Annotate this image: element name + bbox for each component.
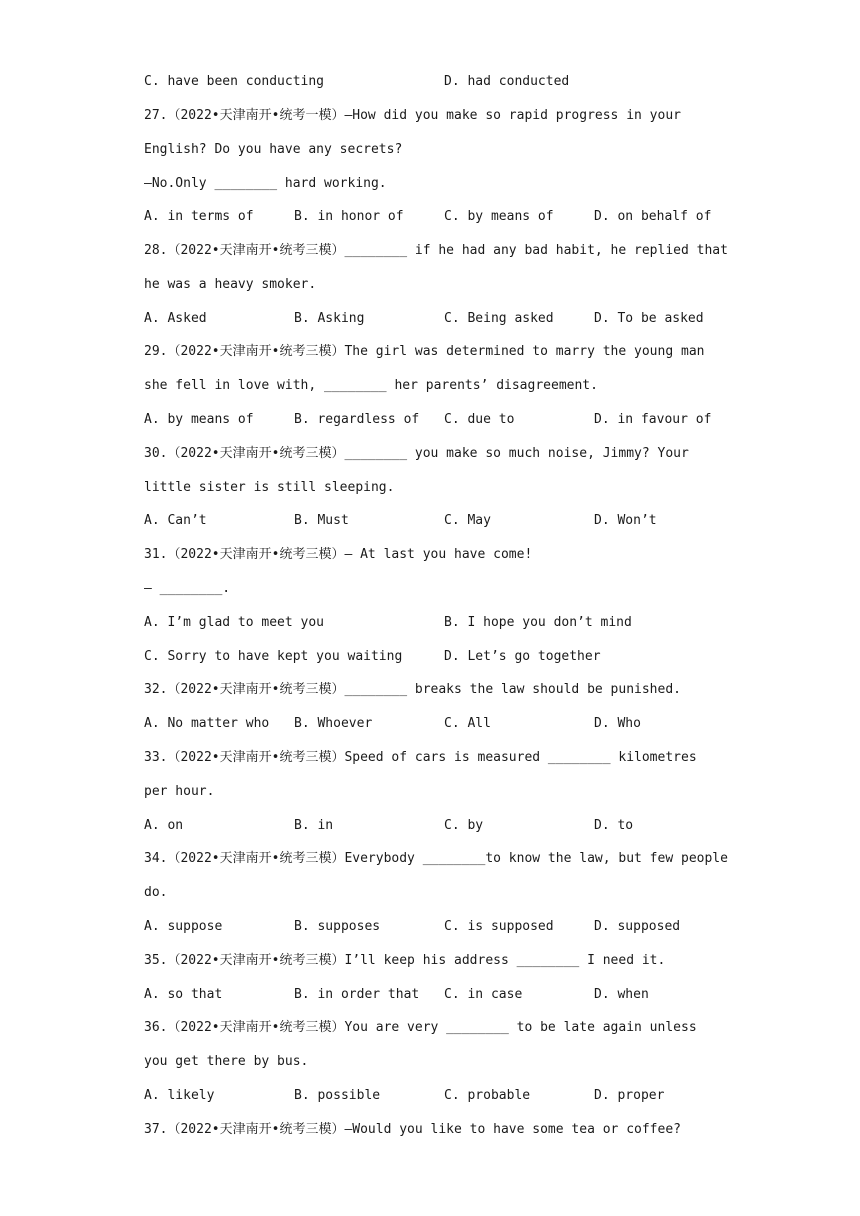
q33-option-a: A. on: [144, 818, 184, 833]
q27-stem-line-1: 27.（2022•天津南开•统考一模）—How did you make so rapid progress in your: [144, 108, 681, 123]
q35-option-b: B. in order that: [294, 987, 420, 1002]
q32-option-d: D. Who: [594, 716, 641, 731]
q29-options: [144, 411, 724, 429]
q29-option-a: A. by means of: [144, 412, 254, 427]
q26-option-d: D. had conducted: [444, 74, 570, 89]
q30-stem-line-2: little sister is still sleeping.: [144, 480, 395, 495]
q33-options: [144, 817, 724, 835]
q30-option-d: D. Won’t: [594, 513, 657, 528]
q30-option-c: C. May: [444, 513, 491, 528]
q35-stem-line-1: 35.（2022•天津南开•统考三模）I’ll keep his address ________ I need it.: [144, 953, 666, 968]
q37-stem-line-1: 37.（2022•天津南开•统考三模）—Would you like to have some tea or coffee?: [144, 1122, 681, 1137]
q28-stem-line-2: he was a heavy smoker.: [144, 277, 317, 292]
q32-option-c: C. All: [444, 716, 491, 731]
q35-option-d: D. when: [594, 987, 649, 1002]
q33-option-d: D. to: [594, 818, 634, 833]
q32-option-a: A. No matter who: [144, 716, 270, 731]
q35-option-c: C. in case: [444, 987, 523, 1002]
q34-option-a: A. suppose: [144, 919, 223, 934]
q34-options: [144, 918, 724, 936]
q31-option-d: D. Let’s go together: [444, 649, 601, 664]
q31-stem-line-2: — ________.: [144, 581, 231, 596]
q33-option-b: B. in: [294, 818, 334, 833]
q31-options-row-2: [144, 648, 724, 666]
q27-option-c: C. by means of: [444, 209, 554, 224]
q33-stem-line-1: 33.（2022•天津南开•统考三模）Speed of cars is measured ________ kilometres: [144, 750, 697, 765]
q36-stem-line-1: 36.（2022•天津南开•统考三模）You are very ________ to be late again unless: [144, 1020, 697, 1035]
q30-option-a: A. Can’t: [144, 513, 207, 528]
q27-stem-line-3: —No.Only ________ hard working.: [144, 176, 387, 191]
q26-option-c: C. have been conducting: [144, 74, 325, 89]
q31-option-b: B. I hope you don’t mind: [444, 615, 632, 630]
q28-option-d: D. To be asked: [594, 311, 704, 326]
q28-option-b: B. Asking: [294, 311, 365, 326]
q34-stem-line-2: do.: [144, 885, 168, 900]
q30-stem-line-1: 30.（2022•天津南开•统考三模）________ you make so much noise, Jimmy? Your: [144, 446, 689, 461]
q28-options: [144, 310, 724, 328]
q31-option-a: A. I’m glad to meet you: [144, 615, 325, 630]
q34-option-c: C. is supposed: [444, 919, 554, 934]
q29-option-d: D. in favour of: [594, 412, 712, 427]
q31-options-row-1: [144, 614, 724, 632]
q36-stem-line-2: you get there by bus.: [144, 1054, 309, 1069]
q26-options: [144, 73, 724, 91]
q34-option-d: D. supposed: [594, 919, 681, 934]
q27-stem-line-2: English? Do you have any secrets?: [144, 142, 403, 157]
q36-option-c: C. probable: [444, 1088, 531, 1103]
q29-option-b: B. regardless of: [294, 412, 420, 427]
q28-option-c: C. Being asked: [444, 311, 554, 326]
q35-options: [144, 986, 724, 1004]
q34-option-b: B. supposes: [294, 919, 381, 934]
q27-options: [144, 208, 724, 226]
q32-options: [144, 715, 724, 733]
q34-stem-line-1: 34.（2022•天津南开•统考三模）Everybody ________to know the law, but few people: [144, 851, 728, 866]
q27-option-b: B. in honor of: [294, 209, 404, 224]
q27-option-d: D. on behalf of: [594, 209, 712, 224]
q29-option-c: C. due to: [444, 412, 515, 427]
q31-option-c: C. Sorry to have kept you waiting: [144, 649, 403, 664]
q31-stem-line-1: 31.（2022•天津南开•统考三模）— At last you have come!: [144, 547, 533, 562]
q36-options: [144, 1087, 724, 1105]
q36-option-b: B. possible: [294, 1088, 381, 1103]
q32-option-b: B. Whoever: [294, 716, 373, 731]
q35-option-a: A. so that: [144, 987, 223, 1002]
q30-options: [144, 512, 724, 530]
q36-option-a: A. likely: [144, 1088, 215, 1103]
q27-option-a: A. in terms of: [144, 209, 254, 224]
q28-option-a: A. Asked: [144, 311, 207, 326]
q29-stem-line-2: she fell in love with, ________ her parents’ disagreement.: [144, 378, 598, 393]
q32-stem-line-1: 32.（2022•天津南开•统考三模）________ breaks the law should be punished.: [144, 682, 681, 697]
q36-option-d: D. proper: [594, 1088, 665, 1103]
q29-stem-line-1: 29.（2022•天津南开•统考三模）The girl was determined to marry the young man: [144, 344, 705, 359]
q28-stem-line-1: 28.（2022•天津南开•统考三模）________ if he had any bad habit, he replied that: [144, 243, 728, 258]
q30-option-b: B. Must: [294, 513, 349, 528]
q33-stem-line-2: per hour.: [144, 784, 215, 799]
q33-option-c: C. by: [444, 818, 484, 833]
